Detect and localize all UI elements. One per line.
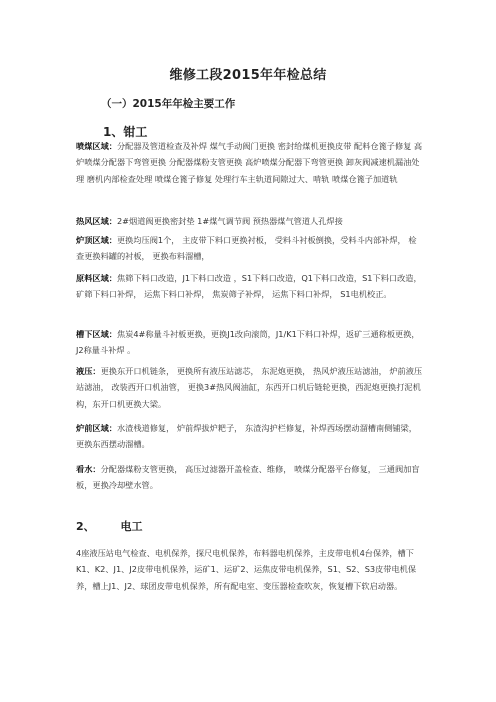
paragraph-raw-material — [76, 270, 424, 303]
document-title: 维修工段2015年年检总结 — [169, 68, 327, 83]
subsection-heading-fitter: 1、钳工 — [103, 125, 148, 139]
paragraph-electrician: 4座液压站电气检查、电机保养，探尺电机保养，布料器电机保养，主皮带电机4台保养，槽下K1、K2、J1、J2皮带电机保养，运矿1、运矿2、运焦皮带电机保养，S1、S2、S3皮带电机保养，槽上J1、J2、球团皮带电机保养，所有配电室、变压器检查吹灰，恢复槽下软启动器。 — [76, 548, 417, 591]
paragraph-furnace-front — [76, 420, 424, 453]
paragraph-text: 更换东开口机链条， 更换所有液压站滤芯， 东泥炮更换， 热风炉液压站滤油， 炉前液压站滤油， 改装西开口机油管， 更换3#热风阀油缸，东西开口机后链轮更换，西泥炮更换打泥机构，东开口机更换大梁。 — [76, 366, 423, 409]
paragraph-under-bin — [76, 326, 424, 359]
paragraph-hydraulic — [76, 363, 424, 412]
paragraph-label: 喷煤区域： — [76, 141, 117, 151]
paragraph-text: 焦筛下料口改造，J1下料口改造 ，S1下料口改造，Q1下料口改造，S1下料口改造， 矿筛下料口补焊， 运焦下料口补焊， 焦炭筛子补焊， 运焦下料口补焊， S1电机校正。 — [76, 273, 422, 300]
paragraph-text: 2#烟道阀更换密封垫 1#煤气调节阀 预热器煤气管道人孔焊接 — [116, 216, 343, 226]
paragraph-text: 水渣栈道修复， 炉前焊拔炉耙子， 东渣沟护栏修复，补焊西场摆动溜槽南侧铺梁，更换东西摆动溜槽。 — [76, 423, 417, 450]
paragraph-label: 原料区域： — [76, 273, 117, 283]
paragraph-furnace-top — [76, 232, 424, 265]
paragraph-text: 焦炭4#称量斗衬板更换，更换J1改向滚筒，J1/K1下料口补焊，返矿三通称板更换， J2称量斗补焊 。 — [76, 329, 420, 356]
paragraph-label: 看水： — [76, 464, 101, 474]
paragraph-coal-injection — [76, 138, 424, 187]
paragraph-label: 炉顶区域： — [76, 235, 117, 245]
paragraph-label: 炉前区域： — [76, 423, 117, 433]
paragraph-label: 热风区域： — [76, 216, 117, 226]
paragraph-water-watch — [76, 461, 424, 494]
paragraph-label: 槽下区域： — [76, 329, 117, 339]
paragraph-text: 分配器及管道检查及补焊 煤气手动阀门更换 密封给煤机更换皮带 配料仓篦子修复 高炉喷煤分配器下弯管更换 分配器煤粉支管更换 高炉喷煤分配器下弯管更换 卸灰阀减速机漏油处理 磨机内部检查处理 喷煤仓篦子修复 处理行车主轨道间隙过大、啃轨 喷煤仓篦子加道轨 — [76, 141, 423, 184]
subsection-heading-electrician: 2、 电工 — [76, 520, 143, 533]
paragraph-text: 分配器煤粉支管更换， 高压过滤器开盖检查、维修， 喷煤分配器平台修复， 三通阀加盲板，更换冷却壁水管。 — [76, 464, 420, 491]
paragraph-label: 液压： — [76, 366, 101, 376]
paragraph-hot-blast — [76, 213, 424, 229]
section-heading: （一）2015年年检主要工作 — [101, 98, 236, 110]
paragraph-text: 更换均压阀1个， 主皮带下料口更换衬板， 受料斗衬板倒换，受料斗内部补焊， 检查更换料罐的衬板， 更换布料溜槽， — [76, 235, 417, 262]
